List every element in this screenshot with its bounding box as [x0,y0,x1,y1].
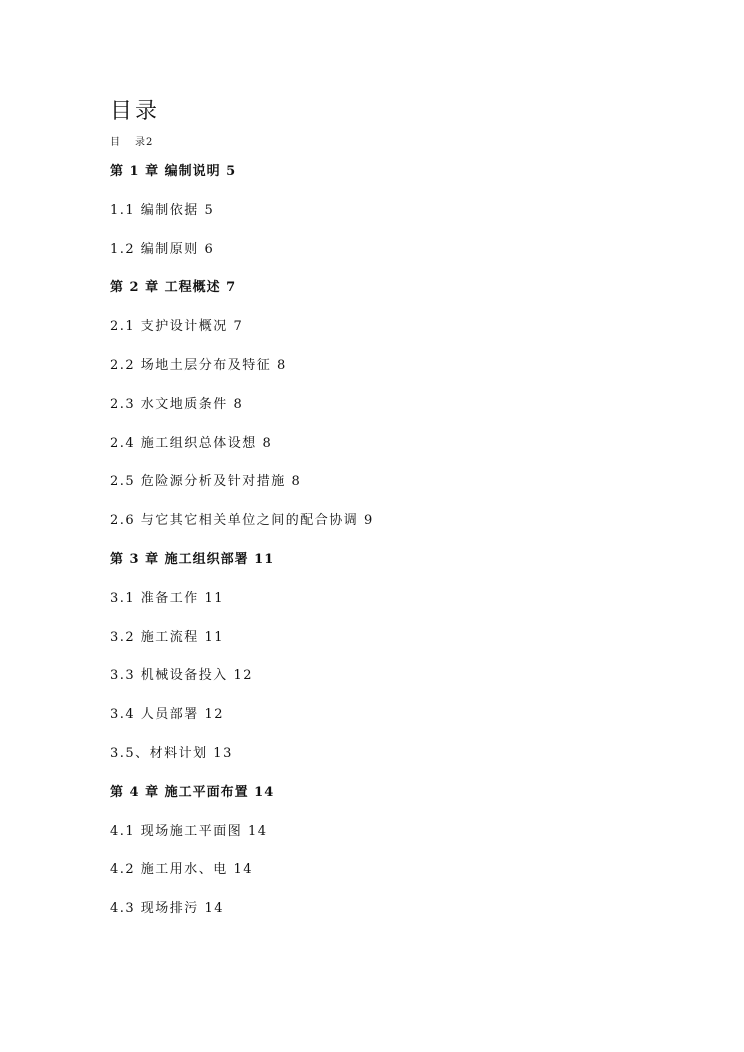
toc-chapter-3[interactable]: 第 3 章 施工组织部署 11 [110,551,275,567]
toc-section-3-3[interactable]: 3.3 机械设备投入 12 [110,668,253,684]
toc-section-2-6[interactable]: 2.6 与它其它相关单位之间的配合协调 9 [110,513,374,529]
toc-section-3-5[interactable]: 3.5、材料计划 13 [110,745,233,761]
toc-section-2-5[interactable]: 2.5 危险源分析及针对措施 8 [110,474,302,490]
toc-chapter-1[interactable]: 第 1 章 编制说明 5 [110,164,237,179]
toc-title: 目录 [110,99,161,124]
toc-section-3-2[interactable]: 3.2 施工流程 11 [110,629,224,645]
toc-section-2-4[interactable]: 2.4 施工组织总体设想 8 [110,435,273,451]
toc-chapter-2[interactable]: 第 2 章 工程概述 7 [110,280,237,296]
toc-self-label: 目 [110,137,121,148]
toc-section-1-1[interactable]: 1.1 编制依据 5 [110,202,215,218]
toc-self-label-2: 录 [135,137,146,148]
toc-section-4-2[interactable]: 4.2 施工用水、电 14 [110,862,253,878]
toc-section-4-3[interactable]: 4.3 现场排污 14 [110,901,224,917]
toc-list [110,162,670,938]
toc-section-4-1[interactable]: 4.1 现场施工平面图 14 [110,823,268,839]
toc-self-entry [110,133,153,148]
toc-section-2-2[interactable]: 2.2 场地土层分布及特征 8 [110,357,287,373]
toc-section-3-1[interactable]: 3.1 准备工作 11 [110,590,224,606]
toc-section-2-3[interactable]: 2.3 水文地质条件 8 [110,396,244,412]
toc-self-page: 2 [146,137,154,148]
toc-section-3-4[interactable]: 3.4 人员部署 12 [110,707,224,723]
toc-section-1-2[interactable]: 1.2 编制原则 6 [110,241,215,257]
toc-chapter-4[interactable]: 第 4 章 施工平面布置 14 [110,784,275,800]
toc-section-2-1[interactable]: 2.1 支护设计概况 7 [110,319,244,335]
